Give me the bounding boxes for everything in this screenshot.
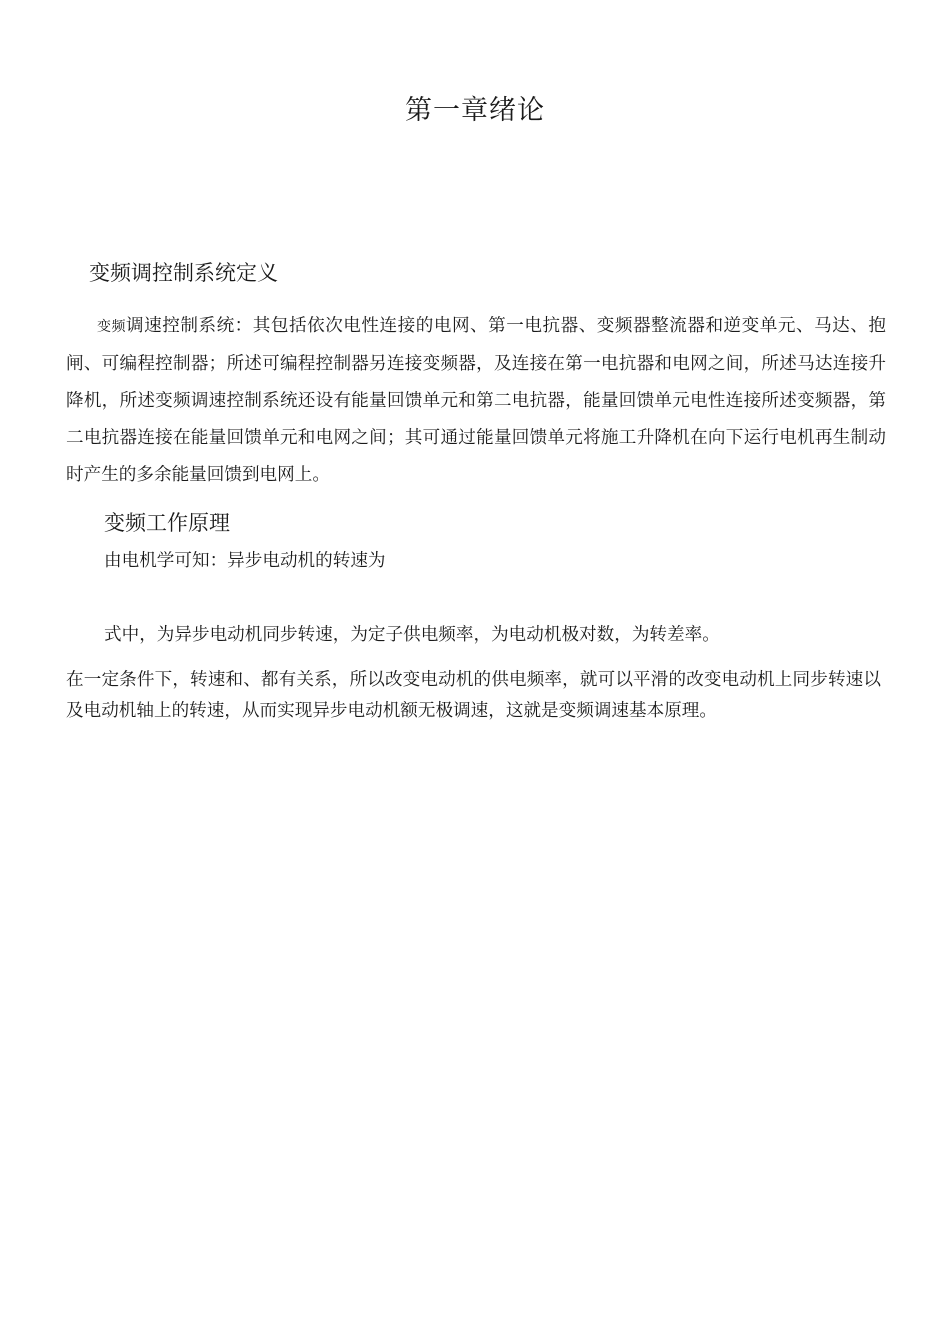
formula-variables-explanation: 式中，为异步电动机同步转速，为定子供电频率，为电动机极对数，为转差率。 <box>104 625 720 645</box>
principle-conclusion-paragraph: 在一定条件下，转速和、都有关系，所以改变电动机的供电频率，就可以平滑的改变电动机上同步转速以及电动机轴上的转速，从而实现异步电动机额无极调速，这就是变频调速基本原理。 <box>66 670 881 721</box>
definition-paragraph <box>66 308 886 494</box>
definition-paragraph-lead: 变频 <box>97 319 127 335</box>
chapter-title: 第一章绪论 <box>405 95 545 126</box>
section-heading-principle: 变频工作原理 <box>104 511 230 535</box>
definition-paragraph-body: 调速控制系统：其包括依次电性连接的电网、第一电抗器、变频器整流器和逆变单元、马达、抱闸、可编程控制器；所述可编程控制器另连接变频器，及连接在第一电抗器和电网之间，所述马达连接升降机，所述变频调速控制系统还设有能量回馈单元和第二电抗器，能量回馈单元电性连接所述变频器，第二电抗器连接在能量回馈单元和电网之间；其可通过能量回馈单元将施工升降机在向下运行电机再生制动时产生的多余能量回馈到电网上。 <box>66 316 886 485</box>
section-heading-definition: 变频调控制系统定义 <box>89 261 278 285</box>
speed-formula-intro: 由电机学可知：异步电动机的转速为 <box>104 551 386 571</box>
